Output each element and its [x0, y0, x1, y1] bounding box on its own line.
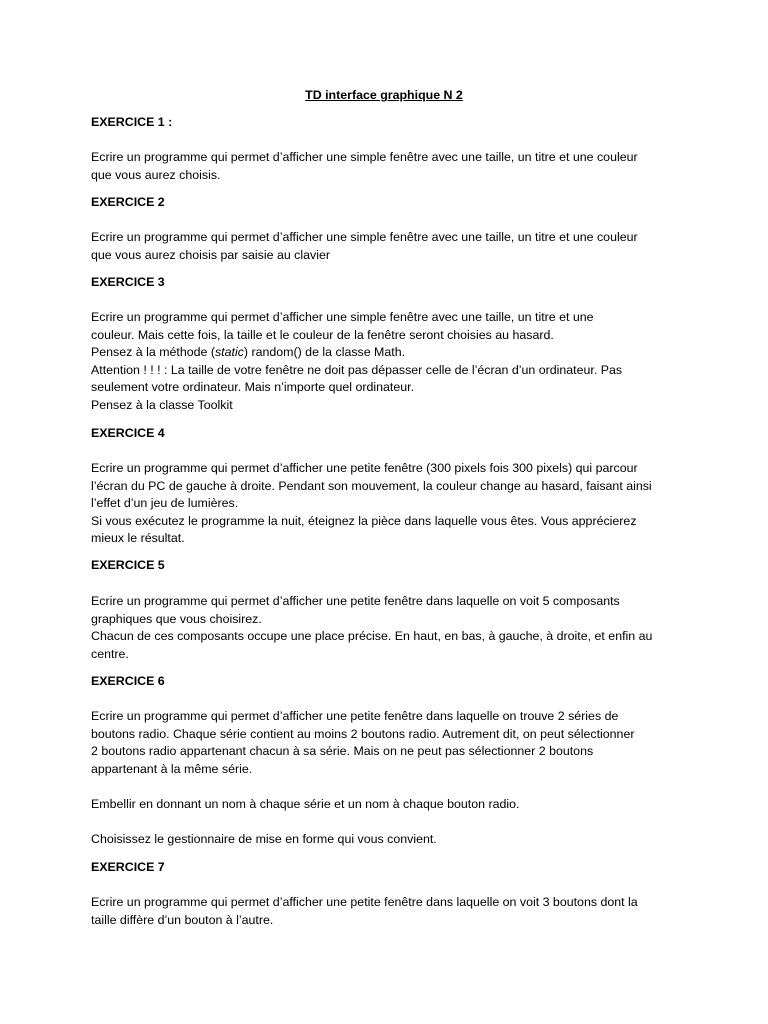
text-line: boutons radio. Chaque série contient au moins 2 boutons radio. Autrement dit, on peut sélectionner [91, 726, 635, 741]
text-line: Attention ! ! ! : La taille de votre fenêtre ne doit pas dépasser celle de l’écran d’un ordinateur. Pas [91, 362, 623, 377]
text-line: centre. [91, 646, 129, 661]
text-line: Ecrire un programme qui permet d’afficher une petite fenêtre dans laquelle on trouve 2 séries de [91, 709, 619, 723]
text-line: Pensez à la classe Toolkit [91, 397, 233, 412]
text-line: Ecrire un programme qui permet d’afficher une petite fenêtre (300 pixels fois 300 pixels) qui parcour [91, 461, 638, 475]
text-line: Ecrire un programme qui permet d’afficher une simple fenêtre avec une taille, un titre et une couleur [91, 230, 638, 244]
text-line: Ecrire un programme qui permet d’afficher une petite fenêtre dans laquelle on voit 5 composants [91, 594, 620, 608]
exercise-5-heading: EXERCICE 5 [91, 558, 165, 572]
text-line: Si vous exécutez le programme la nuit, éteignez la pièce dans laquelle vous êtes. Vous apprécierez [91, 513, 637, 528]
exercise-6-text [91, 708, 681, 778]
text-line: mieux le résultat. [91, 531, 185, 545]
text-line: couleur. Mais cette fois, la taille et le couleur de la fenêtre seront choisies au hasard. [91, 327, 554, 342]
exercise-3-heading: EXERCICE 3 [91, 275, 165, 289]
exercise-1-text [91, 149, 681, 184]
text-line: que vous aurez choisis par saisie au clavier [91, 247, 330, 262]
exercise-2-text [91, 229, 681, 264]
static-keyword: static [214, 345, 244, 359]
exercise-6-heading: EXERCICE 6 [91, 674, 165, 688]
text-line: taille diffère d’un bouton à l’autre. [91, 912, 274, 927]
exercise-3-text [91, 309, 681, 414]
text-line: Ecrire un programme qui permet d’afficher une simple fenêtre avec une taille, un titre et une couleur [91, 150, 638, 164]
exercise-1-heading: EXERCICE 1 : [91, 115, 173, 129]
text-line: l’effet d’un jeu de lumières. [91, 496, 239, 510]
exercise-6-extra-1: Embellir en donnant un nom à chaque série et un nom à chaque bouton radio. [91, 797, 520, 811]
text-line: Pensez à la méthode (static) random() de la classe Math. [91, 345, 406, 359]
text-line: graphiques que vous choisirez. [91, 611, 262, 626]
exercise-7-text [91, 894, 681, 929]
text-line: seulement votre ordinateur. Mais n’importe quel ordinateur. [91, 380, 415, 394]
exercise-4-text [91, 460, 681, 548]
exercise-7-heading: EXERCICE 7 [91, 860, 165, 874]
document-title: TD interface graphique N 2 [305, 88, 463, 102]
text-line: Ecrire un programme qui permet d’afficher une petite fenêtre dans laquelle on voit 3 boutons dont la [91, 895, 638, 909]
exercise-6-extra-2: Choisissez le gestionnaire de mise en forme qui vous convient. [91, 832, 437, 846]
text-line: l’écran du PC de gauche à droite. Pendant son mouvement, la couleur change au hasard, faisant ainsi [91, 478, 652, 493]
text-line: Ecrire un programme qui permet d’afficher une simple fenêtre avec une taille, un titre et une [91, 310, 594, 324]
text-line: 2 boutons radio appartenant chacun à sa série. Mais on ne peut pas sélectionner 2 boutons [91, 744, 594, 758]
text-line: que vous aurez choisis. [91, 167, 221, 182]
exercise-2-heading: EXERCICE 2 [91, 195, 165, 209]
exercise-4-heading: EXERCICE 4 [91, 426, 165, 440]
exercise-5-text [91, 593, 681, 663]
text-line: Chacun de ces composants occupe une place précise. En haut, en bas, à gauche, à droite, et enfin au [91, 629, 653, 643]
text-line: appartenant à la même série. [91, 761, 253, 776]
